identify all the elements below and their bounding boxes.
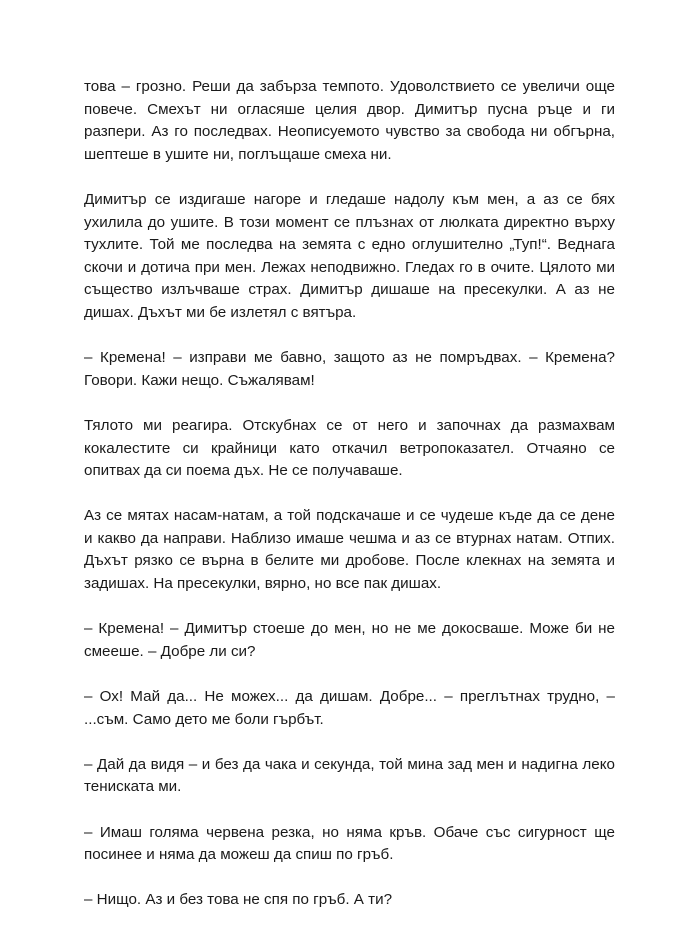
document-page	[84, 76, 615, 935]
paragraph: това – грозно. Реши да забърза темпото. Удоволствието се увеличи още повече. Смехът ни огласяше целия двор. Димитър пусна ръце и ги разпери. Аз го последвах. Неописуемото чувство за свобода ни обгърна, шептеше в ушите ни, поглъщаше смеха ни.	[84, 78, 615, 163]
paragraph: – Кремена! – Димитър стоеше до мен, но не ме докосваше. Може би не смееше. – Добре ли си?	[84, 620, 615, 660]
paragraph: – Имаш голяма червена резка, но няма кръв. Обаче със сигурност ще посинее и няма да можеш да спиш по гръб.	[84, 823, 615, 864]
paragraph: – Нищо. Аз и без това не спя по гръб. А ти?	[84, 891, 393, 909]
paragraph: – Кремена! – изправи ме бавно, защото аз не помръдвах. – Кремена? Говори. Кажи нещо. Съжалявам!	[84, 349, 615, 389]
paragraph: Тялото ми реагира. Отскубнах се от него и започнах да размахвам кокалестите си крайници като откачил ветропоказател. Отчаяно се опитвах да си поема дъх. Не се получаваше.	[84, 416, 615, 480]
paragraph: – Дай да видя – и без да чака и секунда, той мина зад мен и надигна леко тениската ми.	[84, 755, 615, 796]
paragraph: Димитър се издигаше нагоре и гледаше надолу към мен, а аз се бях ухилила до ушите. В този момент се плъзнах от люлката директно върху тухлите. Той ме последва на земята с едно оглушително „Туп!“. Веднага скочи и дотича при мен. Лежах неподвижно. Гледах го в очите. Цялото ми същество излъчваше страх. Димитър дишаше на пресекулки. А аз не дишах. Дъхът ми бе излетял с вятъра.	[84, 190, 615, 321]
paragraph: – Ох! Май да... Не можех... да дишам. Добре... – преглътнах трудно, – ...съм. Само дето ме боли гърбът.	[84, 688, 615, 728]
paragraph: Аз се мятах насам-натам, а той подскачаше и се чудеше къде да се дене и какво да направи. Наблизо имаше чешма и аз се втурнах натам. Отпих. Дъхът рязко се върна в белите ми дробове. После клекнах на земята и задишах. На пресекулки, вярно, но все пак дишах.	[84, 507, 615, 593]
